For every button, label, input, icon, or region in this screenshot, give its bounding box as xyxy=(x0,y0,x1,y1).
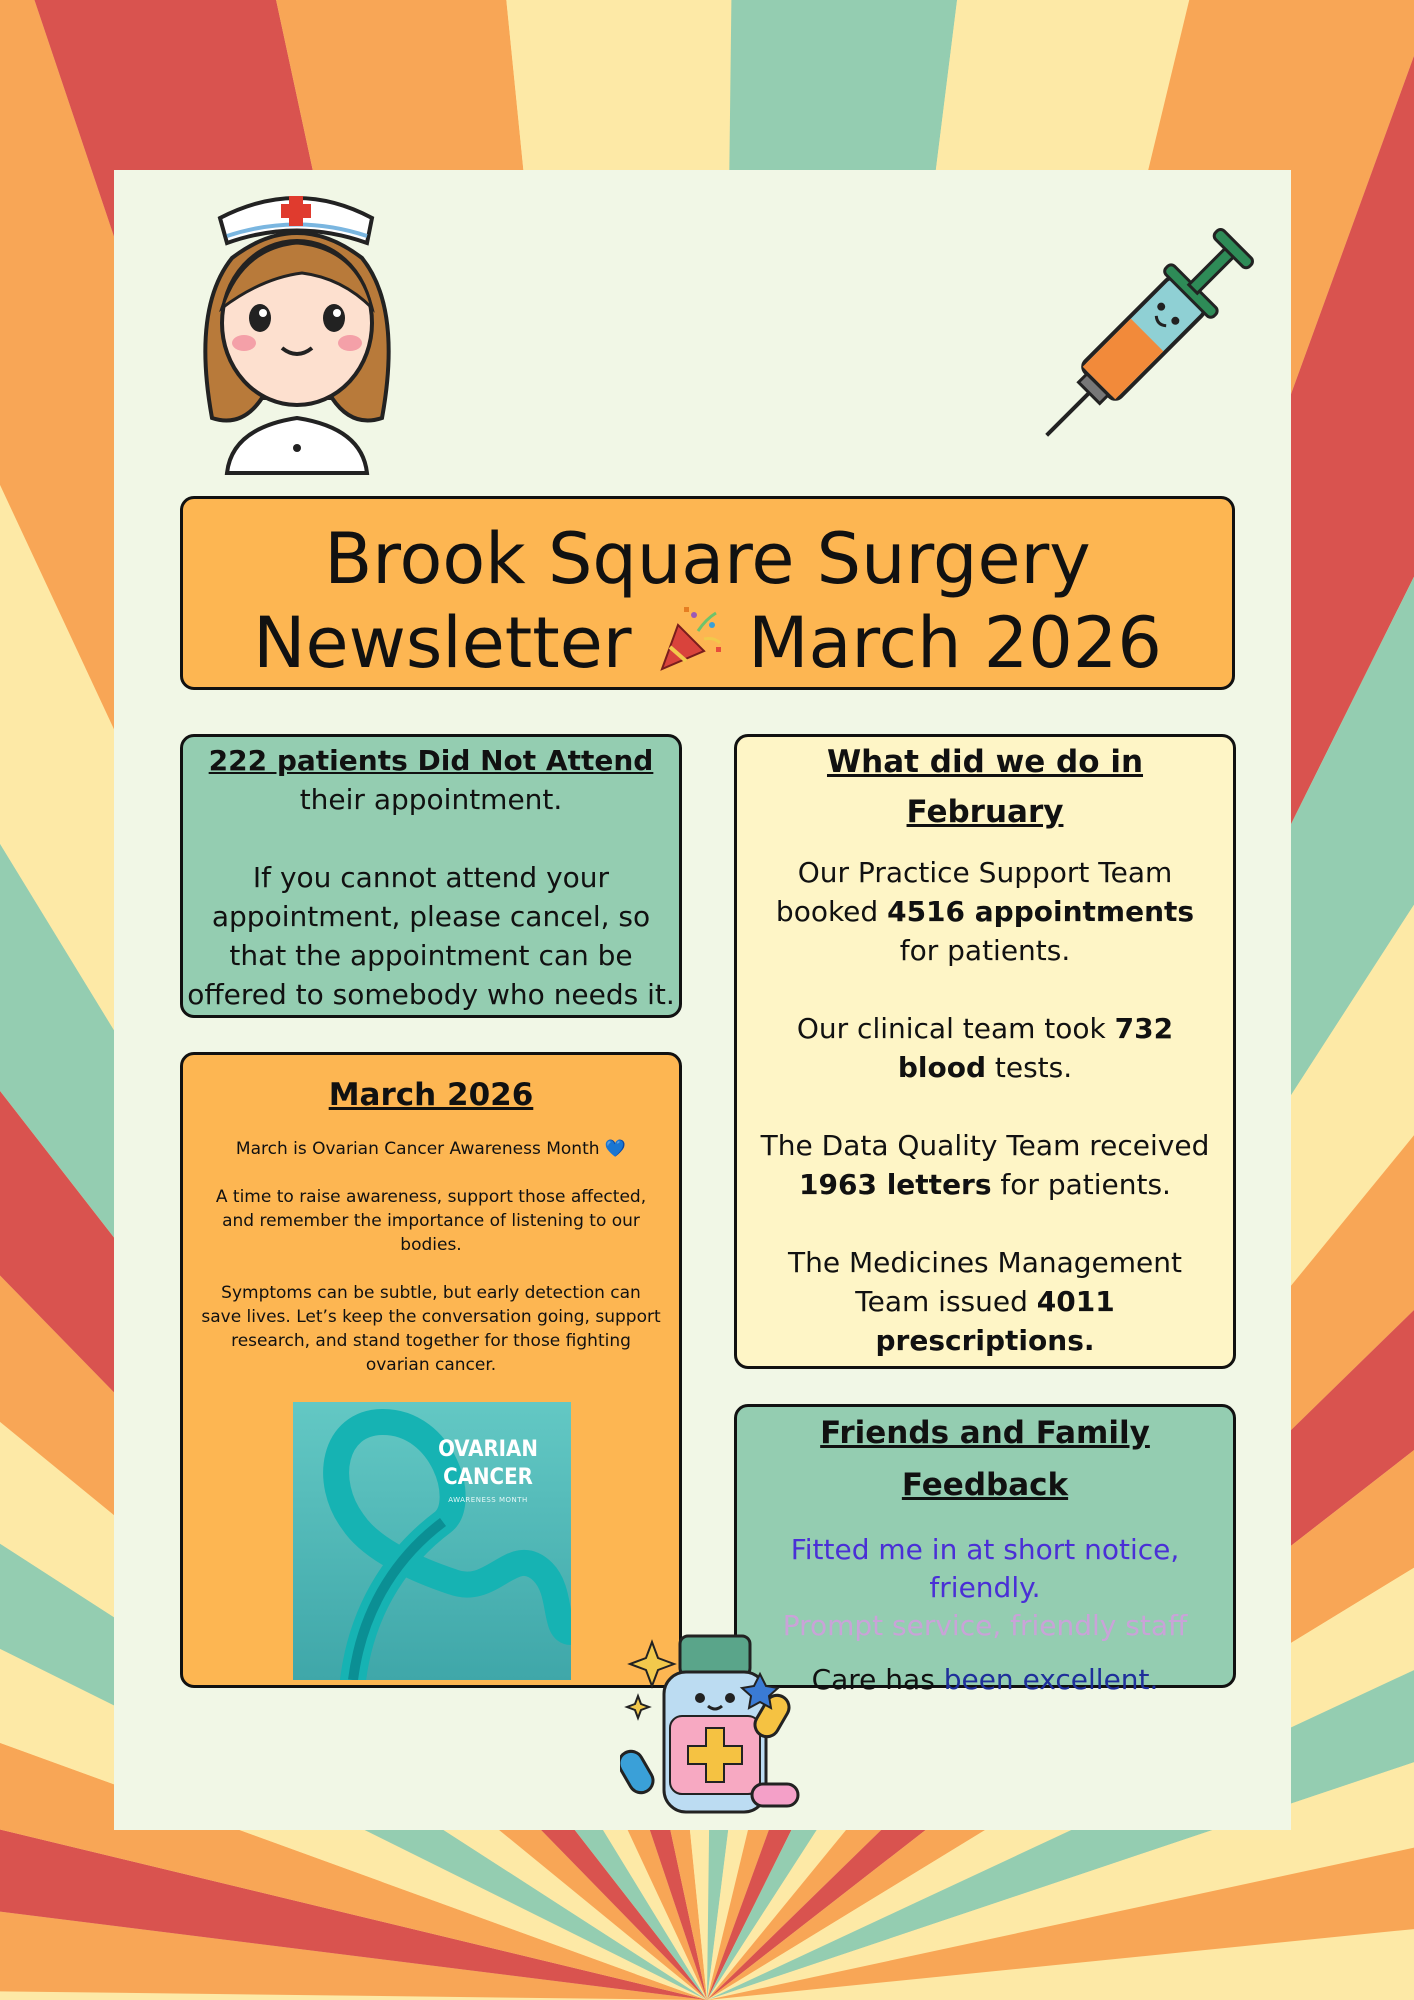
medicine-bottle-illustration xyxy=(620,1632,810,1818)
feedback-quote-3: Care has been excellent. xyxy=(811,1663,1159,1696)
title-line-2 xyxy=(183,601,1232,685)
feedback-quote-2: Prompt service, friendly staff xyxy=(782,1609,1188,1642)
title-newsletter-word: Newsletter xyxy=(253,602,632,684)
stat-letters-value: 1963 letters xyxy=(799,1168,992,1201)
stat-blood-tests: Our clinical team took 732 blood tests. xyxy=(796,1012,1174,1084)
dna-lead-rest: their appointment. xyxy=(299,783,563,816)
february-heading: What did we do in February xyxy=(826,744,1144,830)
march-paragraph-1: March is Ovarian Cancer Awareness Month 💙 xyxy=(235,1139,627,1159)
ribbon-title: OVARIAN CANCER xyxy=(438,1437,538,1490)
stat-blood-tests-value: 732 blood xyxy=(897,1012,1174,1084)
march-paragraph-2: A time to raise awareness, support those affected, and remember the importance of listening to our bodies. xyxy=(215,1187,647,1255)
stat-prescriptions-value: 4011 prescriptions. xyxy=(875,1285,1115,1357)
stat-appointments: Our Practice Support Team booked 4516 appointments for patients. xyxy=(775,856,1195,967)
newsletter-title-banner xyxy=(180,496,1235,690)
title-line-1: Brook Square Surgery xyxy=(324,518,1091,600)
ribbon-subtitle: AWARENESS MONTH xyxy=(448,1496,528,1504)
dna-lead xyxy=(183,741,679,819)
stat-letters: The Data Quality Team received 1963 letters for patients. xyxy=(760,1129,1210,1201)
nurse-illustration xyxy=(172,178,422,478)
ovarian-cancer-ribbon-image xyxy=(293,1402,571,1680)
party-popper-icon xyxy=(654,603,726,675)
title-date: March 2026 xyxy=(748,602,1162,684)
stat-prescriptions: The Medicines Management Team issued 4011 prescriptions. xyxy=(788,1246,1182,1357)
dna-count: 222 patients Did Not Attend xyxy=(208,744,654,777)
march-paragraph-3: Symptoms can be subtle, but early detection can save lives. Let’s keep the conversation going, support research, and stand together for those fighting ovarian cancer. xyxy=(201,1283,661,1375)
stat-appointments-value: 4516 appointments xyxy=(887,895,1195,928)
feedback-heading: Friends and Family Feedback xyxy=(820,1415,1150,1503)
february-stats-panel xyxy=(734,734,1236,1369)
syringe-illustration xyxy=(1010,212,1270,472)
did-not-attend-panel xyxy=(180,734,682,1018)
march-heading: March 2026 xyxy=(328,1077,534,1113)
feedback-quote-1: Fitted me in at short notice, friendly. xyxy=(790,1533,1180,1604)
dna-message: If you cannot attend your appointment, please cancel, so that the appointment can be offered to somebody who needs it. xyxy=(187,861,675,1011)
